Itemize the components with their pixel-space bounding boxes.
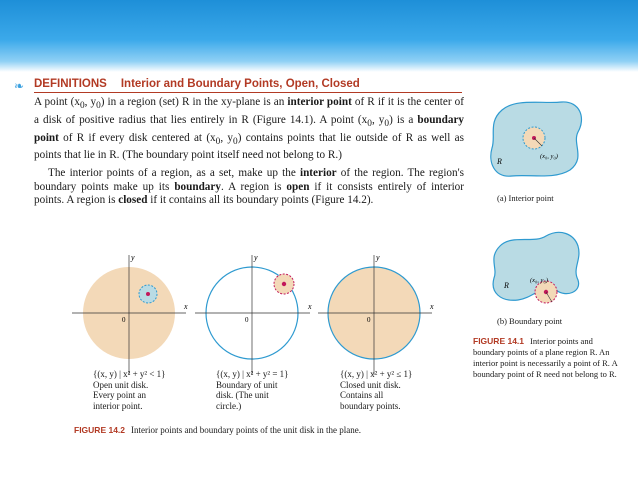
figure-14-1-number: FIGURE 14.1 [473,336,525,346]
point-label: (x₀, y₀) [540,153,558,160]
interior-point [146,292,150,296]
point-label: (x₀, y₀) [530,277,548,284]
origin-label: 0 [367,316,371,324]
heading-rule [34,92,462,93]
open-disk-caption: {(x, y) | x² + y² < 1} Open unit disk. Every point an interior point. [93,369,166,411]
region-label: R [504,281,509,290]
y-axis-label: y [131,253,135,262]
term-interior: interior [299,167,337,179]
definition-heading [34,78,360,90]
term-boundary: boundary [174,180,221,193]
open-unit-disk-diagram [72,253,188,375]
x-axis-label: x [430,302,434,311]
figure-14-2-caption: FIGURE 14.2 Interior points and boundary points of the unit disk in the plane. [74,425,361,435]
term-open: open [286,180,310,193]
term-boundary-point: boundary point [34,113,465,144]
paragraph-open-closed-definition: The interior points of a region, as a set, make up the interior of the region. The region's boundary points make up its boundary. A region is open if it consists entirely of interior points. A region is closed if it contains all its boundary points (Figure 14.2). [34,167,464,207]
origin-label: 0 [245,316,249,324]
definitions-label: DEFINITIONS [34,78,107,90]
origin-label: 0 [122,316,126,324]
term-closed: closed [118,194,148,207]
term-interior-point: interior point [287,96,352,108]
boundary-point [282,282,286,286]
closed-disk-caption: {(x, y) | x² + y² ≤ 1} Closed unit disk. Contains all boundary points. [340,369,413,411]
paragraph-interior-boundary-definition: A point ($x_0$, $y_0$) in a region (set) R in the xy-plane is an interior point of R if it is the center of a disk of positive radius that lies entirely in R (Figure 14.1). A point ($x_0$, $y_0$) is a boundary point of R if every disk centered at ($x_0$, $y_0$) contains points that lie outside of R as well as points that lie in R. (The boundary point itself need not belong to R.) [34,96,465,162]
header-band [0,0,638,72]
y-axis-label: y [376,253,380,262]
figure-14-1b-caption: (b) Boundary point [497,316,563,326]
region-label: R [497,157,502,166]
figure-14-1-caption: FIGURE 14.1 Interior points and boundary points of a plane region R. An interior point is necessarily a point of R. A boundary point of R need not belong to R. [473,336,618,379]
figure-14-1a-caption: (a) Interior point [497,193,554,203]
unit-circle-diagram [195,253,312,375]
figure-14-1b-diagram [482,228,592,308]
x-axis-label: x [184,302,188,311]
x-axis-label: x [308,302,312,311]
bullet-icon: ❧ [14,79,25,93]
definition-title: Interior and Boundary Points, Open, Closed [120,78,360,90]
closed-unit-disk-diagram [318,253,434,375]
figure-14-1a-diagram [482,96,592,181]
unit-circle-caption: {(x, y) | x² + y² = 1} Boundary of unit disk. (The unit circle.) [216,369,289,411]
figure-14-2-number: FIGURE 14.2 [74,425,126,435]
y-axis-label: y [254,253,258,262]
